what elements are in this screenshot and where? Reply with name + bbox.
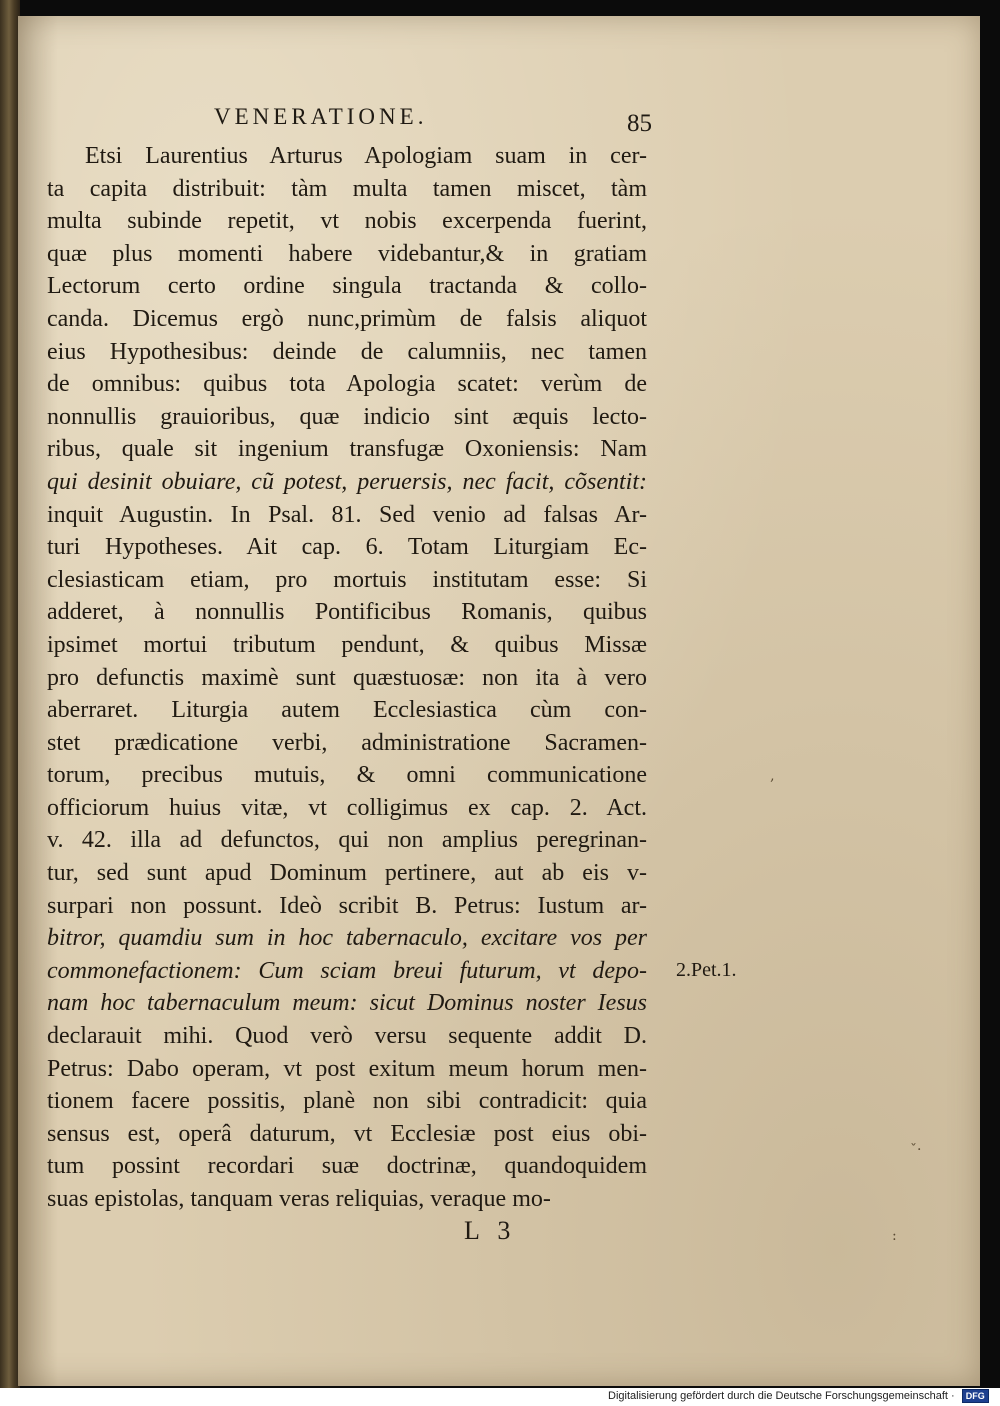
signature-mark: L 3 — [464, 1216, 517, 1245]
text-line: clesiasticam etiam, pro mortuis institutam esse: Si — [47, 566, 647, 593]
text-line: eius Hypothesibus: deinde de calumniis, nec tamen — [47, 338, 647, 365]
text-line: qui desinit obuiare, cũ potest, peruersis, nec facit, cõsentit: — [47, 468, 647, 495]
text-line: adderet, à nonnullis Pontificibus Romanis, quibus — [47, 599, 647, 626]
text-line: officiorum huius vitæ, vt colligimus ex cap. 2. Act. — [47, 794, 647, 821]
text-line: canda. Dicemus ergò nunc,primùm de falsis aliquot — [47, 305, 647, 332]
text-line: nam hoc tabernaculum meum: sicut Dominus noster Iesus — [47, 990, 647, 1017]
paper-speck: ‚ — [770, 768, 775, 784]
text-line: tur, sed sunt apud Dominum pertinere, aut ab eis v- — [47, 860, 647, 887]
text-line: pro defunctis maximè sunt quæstuosæ: non ita à vero — [47, 664, 647, 691]
text-line: tionem facere possitis, planè non sibi contradicit: quia — [47, 1088, 647, 1115]
text-line: suas epistolas, tanquam veras reliquias, veraque mo- — [47, 1186, 551, 1212]
text-line: commonefactionem: Cum sciam breui futurum, vt depo- — [47, 957, 647, 984]
text-line: de omnibus: quibus tota Apologia scatet: verùm de — [47, 371, 647, 398]
text-line: multa subinde repetit, vt nobis excerpenda fuerint, — [47, 208, 647, 235]
running-head: VENERATIONE. — [214, 104, 428, 129]
text-line: Petrus: Dabo operam, vt post exitum meum horum men- — [47, 1055, 647, 1082]
text-line: ta capita distribuit: tàm multa tamen miscet, tàm — [47, 175, 647, 202]
text-line: nonnullis grauioribus, quæ indicio sint æquis lecto- — [47, 403, 647, 430]
digitization-credit — [608, 1389, 989, 1403]
paper-speck: : — [892, 1228, 897, 1244]
text-line: torum, precibus mutuis, & omni communicatione — [47, 762, 647, 789]
paper-speck: ˇ· — [910, 1142, 922, 1158]
text-line: ipsimet mortui tributum pendunt, & quibus Missæ — [47, 631, 647, 658]
marginal-note: 2.Pet.1. — [676, 959, 737, 981]
text-line: ribus, quale sit ingenium transfugæ Oxoniensis: Nam — [47, 436, 647, 463]
text-line: sensus est, operâ daturum, vt Ecclesiæ post eius obi- — [47, 1120, 647, 1147]
text-line: turi Hypotheses. Ait cap. 6. Totam Liturgiam Ec- — [47, 534, 647, 561]
body-text — [47, 140, 647, 1216]
text-line: surpari non possunt. Ideò scribit B. Petrus: Iustum ar- — [47, 892, 647, 919]
text-line: Etsi Laurentius Arturus Apologiam suam in cer- — [85, 143, 647, 169]
text-line: v. 42. illa ad defunctos, qui non amplius peregrinan- — [47, 827, 647, 854]
credit-text: Digitalisierung gefördert durch die Deutsche Forschungsgemeinschaft · — [608, 1389, 955, 1402]
text-line: quæ plus momenti habere videbantur,& in gratiam — [47, 240, 647, 267]
text-line: inquit Augustin. In Psal. 81. Sed venio ad falsas Ar- — [47, 501, 647, 528]
book-spine-edge — [0, 0, 20, 1388]
text-line: Lectorum certo ordine singula tractanda & collo- — [47, 273, 647, 300]
text-line: declarauit mihi. Quod verò versu sequente addit D. — [47, 1023, 647, 1050]
text-line: aberraret. Liturgia autem Ecclesiastica cùm con- — [47, 697, 647, 724]
page-number: 85 — [627, 110, 652, 137]
text-line: bitror, quamdiu sum in hoc tabernaculo, excitare vos per — [47, 925, 647, 952]
text-line: tum possint recordari suæ doctrinæ, quandoquidem — [47, 1153, 647, 1180]
text-line: stet prædicatione verbi, administratione Sacramen- — [47, 729, 647, 756]
dfg-logo: DFG — [962, 1389, 989, 1403]
